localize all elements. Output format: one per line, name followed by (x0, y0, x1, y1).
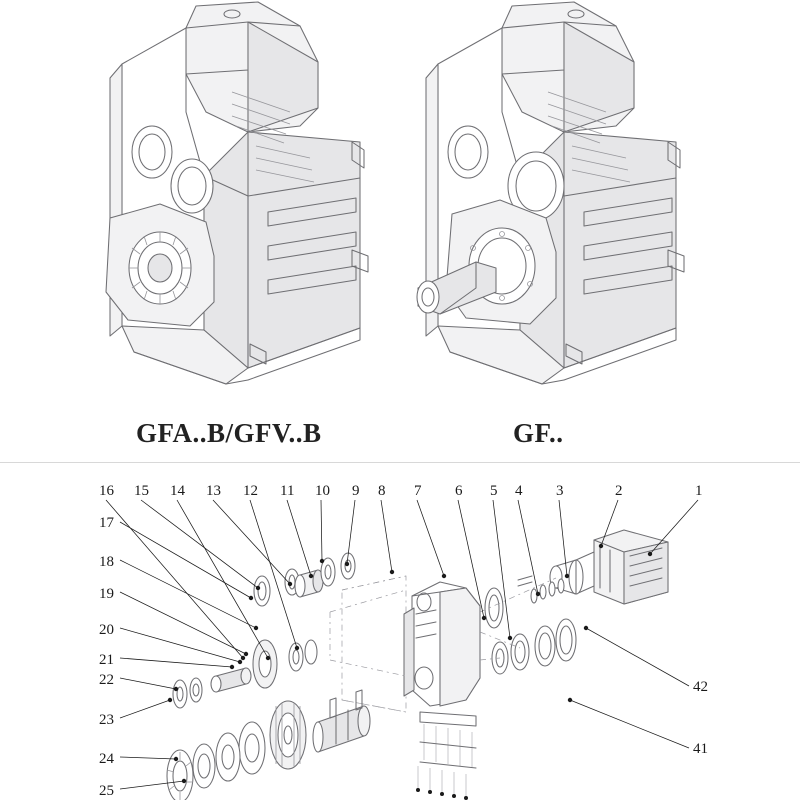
callout-left-19: 19 (99, 586, 114, 602)
callout-left-20: 20 (99, 622, 114, 638)
callout-top-5: 5 (490, 483, 498, 499)
callout-right-41: 41 (693, 741, 708, 757)
callout-top-7: 7 (414, 483, 422, 499)
callout-top-14: 14 (170, 483, 185, 499)
callout-left-22: 22 (99, 672, 114, 688)
callout-left-18: 18 (99, 554, 114, 570)
callout-top-15: 15 (134, 483, 149, 499)
callout-top-11: 11 (280, 483, 295, 499)
gearbox-right-isometric (417, 2, 684, 384)
callout-top-13: 13 (206, 483, 221, 499)
callout-top-16: 16 (99, 483, 114, 499)
callout-right-42: 42 (693, 679, 708, 695)
callout-top-1: 1 (695, 483, 703, 499)
section-divider (0, 462, 800, 463)
callout-top-3: 3 (556, 483, 564, 499)
callout-top-4: 4 (515, 483, 523, 499)
gearbox-left-isometric (106, 2, 368, 384)
motor-assembly (550, 530, 668, 604)
callout-left-23: 23 (99, 712, 114, 728)
caption-right-model: GF.. (513, 418, 564, 448)
callout-left-24: 24 (99, 751, 114, 767)
callout-top-9: 9 (352, 483, 360, 499)
callout-left-17: 17 (99, 515, 114, 531)
caption-left-model: GFA..B/GFV..B (136, 418, 322, 448)
callout-top-12: 12 (243, 483, 258, 499)
callout-top-2: 2 (615, 483, 623, 499)
exploded-parts-diagram (167, 530, 668, 800)
callout-top-8: 8 (378, 483, 386, 499)
callout-top-6: 6 (455, 483, 463, 499)
callout-top-10: 10 (315, 483, 330, 499)
callout-left-25: 25 (99, 783, 114, 799)
callout-left-21: 21 (99, 652, 114, 668)
